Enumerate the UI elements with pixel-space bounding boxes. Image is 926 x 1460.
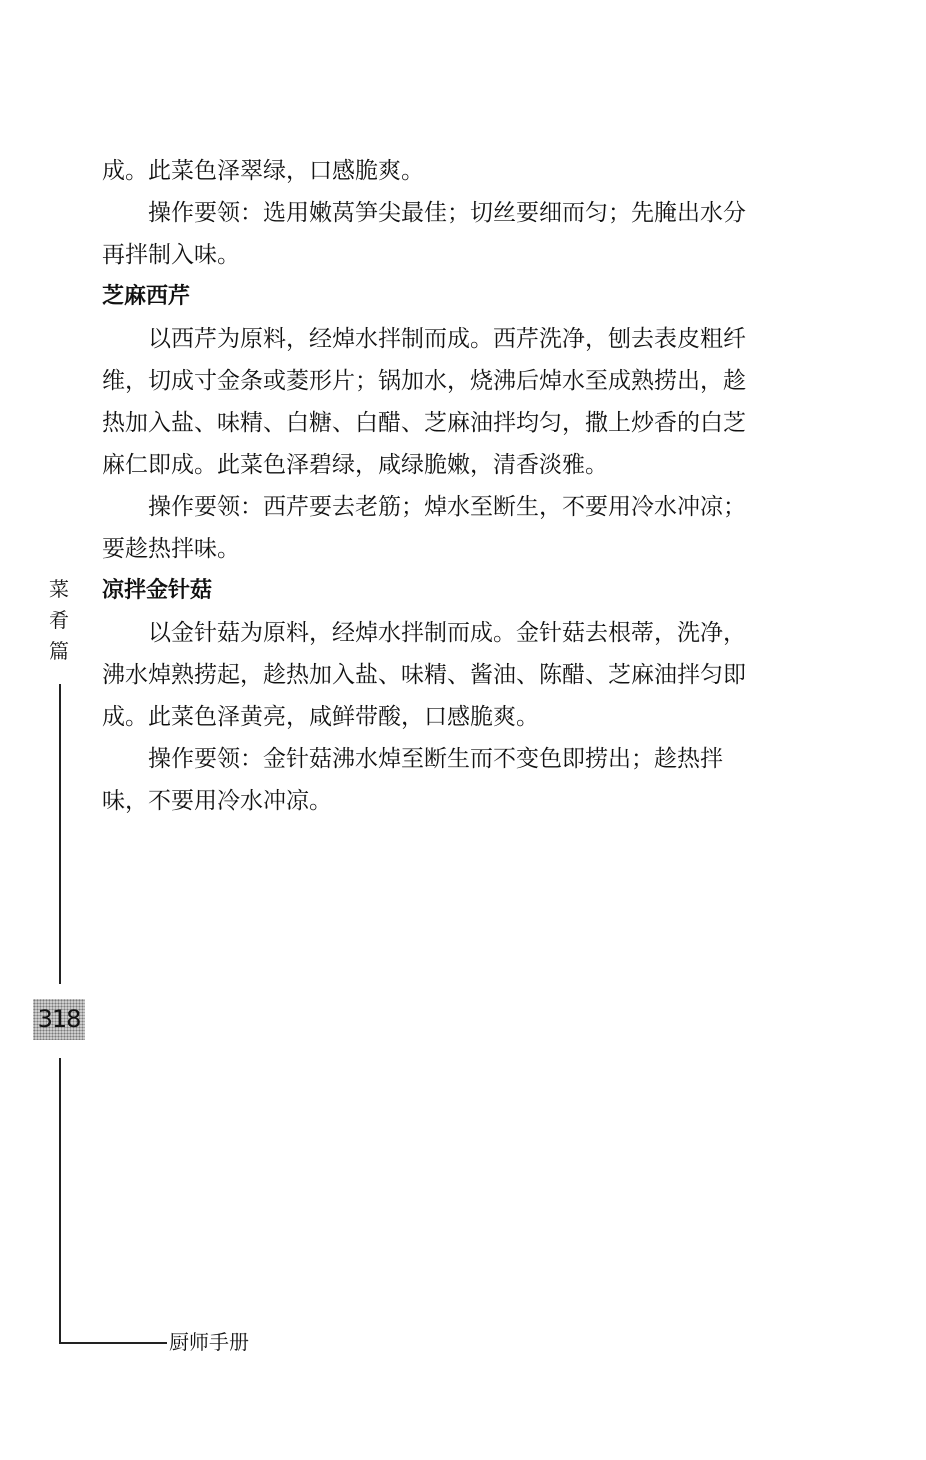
text-line: 味，不要用冷水冲凉。: [102, 788, 332, 814]
margin-rule-upper: [59, 684, 61, 984]
text-line: 要趁热拌味。: [102, 536, 240, 562]
footer-title: 厨师手册: [169, 1330, 249, 1354]
section-label: [44, 574, 74, 667]
recipe-heading: 凉拌金针菇: [102, 578, 213, 603]
text-line: 沸水焯熟捞起，趁热加入盐、味精、酱油、陈醋、芝麻油拌匀即: [102, 662, 746, 688]
section-label-char: 菜: [49, 577, 69, 601]
section-label-char: 肴: [49, 608, 69, 632]
page-number: 318: [33, 999, 85, 1040]
text-line: 再拌制入味。: [102, 242, 240, 268]
margin-rule-lower: [59, 1058, 61, 1343]
footer-rule: [59, 1342, 167, 1344]
text-line: 操作要领：金针菇沸水焯至断生而不变色即捞出；趁热拌: [102, 746, 723, 772]
text-line: 热加入盐、味精、白糖、白醋、芝麻油拌均匀，撒上炒香的白芝: [102, 410, 746, 436]
text-line: 麻仁即成。此菜色泽碧绿，咸绿脆嫩，清香淡雅。: [102, 452, 608, 478]
text-line: 成。此菜色泽翠绿，口感脆爽。: [102, 158, 424, 184]
text-line: 以西芹为原料，经焯水拌制而成。西芹洗净，刨去表皮粗纤: [102, 326, 746, 352]
recipe-heading: 芝麻西芹: [102, 284, 191, 309]
text-line: 以金针菇为原料，经焯水拌制而成。金针菇去根蒂，洗净，: [102, 620, 746, 646]
section-label-char: 篇: [49, 639, 69, 663]
text-line: 操作要领：西芹要去老筋；焯水至断生，不要用冷水冲凉；: [102, 494, 746, 520]
text-line: 维，切成寸金条或菱形片；锅加水，烧沸后焯水至成熟捞出，趁: [102, 368, 746, 394]
text-line: 操作要领：选用嫩莴笋尖最佳；切丝要细而匀；先腌出水分: [102, 200, 746, 226]
text-line: 成。此菜色泽黄亮，咸鲜带酸，口感脆爽。: [102, 704, 539, 730]
